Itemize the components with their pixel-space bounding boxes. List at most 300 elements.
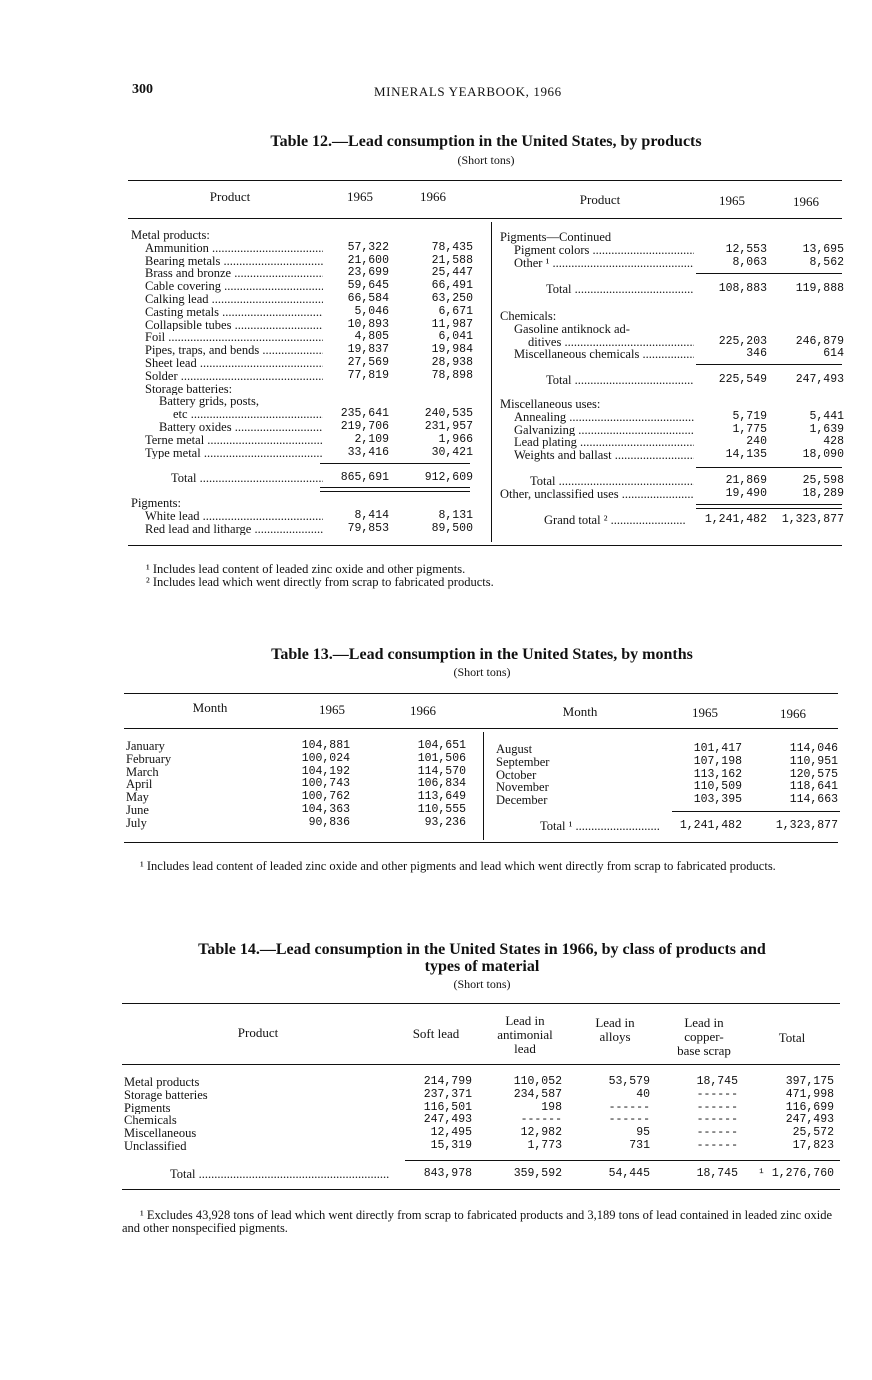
row-value-v66: 30,421 <box>431 445 473 459</box>
row-label <box>496 756 662 769</box>
row-value-anti: ------ <box>520 1113 562 1127</box>
row-value-anti: 1,773 <box>527 1138 562 1152</box>
row-value-v65: 103,395 <box>693 793 742 807</box>
row-value-v65: 10,893 <box>347 317 389 331</box>
row-label <box>170 1168 390 1181</box>
table12-row <box>131 447 476 460</box>
row-label-text: September <box>496 755 550 769</box>
row-label-text: Pigments: <box>131 497 182 510</box>
row-label-text: ditives ..... <box>528 336 694 349</box>
row-label <box>496 743 662 756</box>
row-label <box>124 1114 390 1127</box>
table13-row <box>126 817 476 830</box>
row-value-v65: 77,819 <box>347 368 389 382</box>
row-value-v66: 25,598 <box>802 474 844 487</box>
row-value-v66: 78,898 <box>431 368 473 382</box>
row-value-v66: 1,323,877 <box>781 513 844 526</box>
row-value-alloy: ------ <box>608 1113 650 1127</box>
row-label-text: Collapsible tubes ..... <box>145 319 323 332</box>
row-label <box>496 781 662 794</box>
table12-row <box>500 336 844 349</box>
row-label <box>530 475 694 488</box>
row-label-text: Other, unclassified uses ..... <box>500 488 694 501</box>
table12-top-rule <box>128 180 842 181</box>
table12-footnote-1: ¹ Includes lead content of leaded zinc oxide and other pigments. <box>146 562 466 576</box>
row-value-anti: 359,592 <box>513 1167 562 1180</box>
row-value-v66: 63,250 <box>431 291 473 305</box>
row-label-text: Miscellaneous uses: <box>500 398 601 411</box>
table14-subtitle: (Short tons) <box>453 977 511 991</box>
row-value-soft: 237,371 <box>423 1087 472 1101</box>
row-label <box>126 753 290 766</box>
row-value-total: 116,699 <box>785 1100 834 1114</box>
table14-head-copper-l3: base scrap <box>677 1043 731 1058</box>
row-label-text: Pigment colors ..... <box>514 244 694 257</box>
row-value-v65: 225,549 <box>718 373 767 386</box>
row-label <box>514 348 694 361</box>
row-value-alloy: 54,445 <box>608 1167 650 1180</box>
row-label-text: Battery oxides ..... <box>159 421 323 434</box>
row-value-v66: 246,879 <box>795 334 844 348</box>
row-value-v66: 1,323,877 <box>775 819 838 832</box>
table12-total-row <box>500 374 844 387</box>
row-value-soft: 12,495 <box>430 1126 472 1140</box>
row-value-copper: ------ <box>696 1126 738 1140</box>
row-value-v65: 5,046 <box>354 304 389 318</box>
row-value-anti: 234,587 <box>513 1087 562 1101</box>
table12-left-total <box>131 472 476 485</box>
row-label-text: Terne metal ..... <box>145 434 323 447</box>
table12-head-1966-left: 1966 <box>420 189 446 204</box>
table12-grand-total <box>500 514 844 527</box>
row-label <box>173 408 323 421</box>
row-value-copper: ------ <box>696 1138 738 1152</box>
row-label <box>171 472 323 485</box>
row-value-v65: 79,853 <box>347 521 389 535</box>
table13-total-row <box>496 820 842 833</box>
row-label-text: Galvanizing ..... <box>514 424 694 437</box>
table12-right-total-pigments <box>500 283 844 296</box>
table12-bottom-rule <box>128 545 842 546</box>
table13-left-rows <box>126 740 476 830</box>
row-value-soft: 843,978 <box>423 1167 472 1180</box>
row-value-v66: 8,562 <box>809 255 844 269</box>
table14-total <box>124 1168 840 1181</box>
table12-left-total-rule <box>320 463 470 464</box>
table14-top-rule <box>122 1003 840 1004</box>
row-label <box>159 395 323 408</box>
row-label <box>145 510 323 523</box>
row-label <box>145 523 323 536</box>
table12-row <box>131 383 476 396</box>
row-label-text: October <box>496 768 537 782</box>
row-value-soft: 15,319 <box>430 1138 472 1152</box>
table13-footnote: ¹ Includes lead content of leaded zinc oxide and other pigments and lead which went directly from scrap to fabricated products. <box>140 859 776 873</box>
row-value-alloy: ------ <box>608 1100 650 1114</box>
table14-rows <box>124 1076 840 1153</box>
row-label <box>514 449 694 462</box>
row-label-text: June <box>126 803 149 817</box>
table14-head-copper-l1: Lead in <box>684 1015 724 1030</box>
row-value-v65: 27,569 <box>347 355 389 369</box>
row-value-v65: 107,198 <box>693 754 742 768</box>
table14-row <box>124 1089 840 1102</box>
table12-row <box>500 244 844 257</box>
table12-pigments-rows <box>131 497 476 535</box>
table12-right-total-misc <box>500 475 844 488</box>
row-label <box>126 740 290 753</box>
row-value-v66: 428 <box>823 435 844 449</box>
row-label-text: Total ..... <box>546 374 694 387</box>
table14-total-rule <box>405 1160 840 1161</box>
row-label <box>514 411 694 424</box>
row-value-v66: 1,639 <box>809 422 844 436</box>
table14-head-soft-lead: Soft lead <box>412 1026 460 1041</box>
row-value-v66: 21,588 <box>431 253 473 267</box>
table13-top-rule <box>124 693 838 694</box>
row-label <box>514 257 694 270</box>
row-label <box>145 255 323 268</box>
row-label-text: March <box>126 765 159 779</box>
row-label <box>126 817 290 830</box>
table12-other-row <box>500 488 844 501</box>
table13-row <box>126 740 476 753</box>
table12-row <box>131 523 476 536</box>
row-label-text: etc ..... <box>173 408 323 421</box>
row-value-alloy: 40 <box>636 1087 650 1101</box>
row-label-text: White lead ..... <box>145 510 323 523</box>
row-value-total: 247,493 <box>785 1113 834 1127</box>
row-label <box>124 1076 390 1089</box>
row-label-text: Unclassified <box>124 1139 187 1153</box>
row-label-text: Pigments <box>124 1101 171 1115</box>
table13-head-rule <box>124 728 838 729</box>
row-label <box>145 331 323 344</box>
table13-head-month-right: Month <box>562 704 598 719</box>
row-label <box>500 488 694 501</box>
row-value-v65: 235,641 <box>340 407 389 421</box>
row-value-v65: 104,192 <box>301 764 350 778</box>
table12-row <box>131 370 476 383</box>
table14-head-antimonial-l3: lead <box>514 1041 536 1056</box>
row-label-text: Red lead and litharge ..... <box>145 523 323 536</box>
table12-row <box>131 293 476 306</box>
row-label-text: Storage batteries <box>124 1088 208 1102</box>
table12-row <box>500 310 844 323</box>
row-label-text: Brass and bronze ..... <box>145 267 323 280</box>
row-label <box>145 383 323 396</box>
row-value-v65: 108,883 <box>718 282 767 295</box>
row-value-v65: 104,363 <box>301 802 350 816</box>
row-value-v66: 11,987 <box>431 317 473 331</box>
table14-head-total: Total <box>778 1030 806 1045</box>
row-label <box>124 1089 390 1102</box>
table12-row <box>500 398 844 411</box>
table12-subtitle: (Short tons) <box>457 153 515 167</box>
row-value-v65: 12,553 <box>725 242 767 256</box>
table13-subtitle: (Short tons) <box>453 665 511 679</box>
row-value-total: 25,572 <box>792 1126 834 1140</box>
row-value-total: ¹ 1,276,760 <box>758 1167 834 1180</box>
row-value-soft: 247,493 <box>423 1113 472 1127</box>
row-value-v66: 118,641 <box>789 780 838 794</box>
row-label <box>514 436 694 449</box>
row-value-v65: 23,699 <box>347 266 389 280</box>
row-label <box>546 374 694 387</box>
row-value-v66: 93,236 <box>424 815 466 829</box>
row-value-v65: 104,881 <box>301 739 350 752</box>
row-value-v65: 1,775 <box>732 422 767 436</box>
row-value-v65: 66,584 <box>347 291 389 305</box>
row-label <box>145 447 323 460</box>
table12-right-rule-1 <box>696 273 842 274</box>
row-label <box>124 1140 390 1153</box>
row-value-copper: ------ <box>696 1113 738 1127</box>
row-value-v66: 247,493 <box>795 373 844 386</box>
table12-row <box>500 231 844 244</box>
row-value-anti: 12,982 <box>520 1126 562 1140</box>
row-value-v66: 110,555 <box>417 802 466 816</box>
row-label-text: Total ..... <box>546 283 694 296</box>
row-label-text: Chemicals <box>124 1114 177 1128</box>
row-label-text: Other ¹ ..... <box>514 257 694 270</box>
row-value-v65: 8,063 <box>732 255 767 269</box>
table14-title-line1: Table 14.—Lead consumption in the United States in 1966, by class of products and <box>198 941 766 958</box>
row-value-v66: 106,834 <box>417 777 466 791</box>
row-label-text: Weights and ballast ..... <box>514 449 694 462</box>
table14-head-product: Product <box>237 1025 279 1040</box>
table12-row <box>500 449 844 462</box>
row-label <box>514 424 694 437</box>
row-label-text: February <box>126 752 172 766</box>
table13-row <box>496 743 842 756</box>
table12-right-rule-3 <box>696 467 842 468</box>
row-value-v66: 78,435 <box>431 240 473 254</box>
row-value-v65: 5,719 <box>732 409 767 423</box>
row-value-v65: 1,241,482 <box>704 513 767 526</box>
table13-title: Table 13.—Lead consumption in the United States, by months <box>271 646 693 663</box>
row-label <box>126 766 290 779</box>
row-label <box>126 778 290 791</box>
table12-left-rows <box>131 229 476 459</box>
row-label-text: Miscellaneous chemicals ..... <box>514 348 694 361</box>
row-label <box>145 280 323 293</box>
row-value-v66: 114,046 <box>789 742 838 755</box>
row-value-v65: 1,241,482 <box>679 819 742 832</box>
row-value-v66: 113,649 <box>417 790 466 804</box>
table13-row <box>496 756 842 769</box>
running-head: MINERALS YEARBOOK, 1966 <box>374 84 562 99</box>
table13-head-1966-right: 1966 <box>780 706 806 721</box>
table12-right-other <box>500 488 844 501</box>
row-label <box>514 323 694 336</box>
row-value-v65: 21,600 <box>347 253 389 267</box>
row-label <box>145 434 323 447</box>
table12-right-rule-2 <box>696 364 842 365</box>
row-label <box>159 421 323 434</box>
table12-head-1965-left: 1965 <box>347 189 373 204</box>
table12-title: Table 12.—Lead consumption in the United States, by products <box>270 133 702 150</box>
table12-row <box>131 306 476 319</box>
row-label-text: Metal products: <box>131 229 210 242</box>
table14-title-line2: types of material <box>424 958 540 975</box>
table12-row <box>500 323 844 336</box>
table12-row <box>131 319 476 332</box>
row-label <box>500 310 694 323</box>
row-value-v65: 2,109 <box>354 432 389 446</box>
table14-footnote: ¹ Excludes 43,928 tons of lead which went directly from scrap to fabricated products and 3,189 tons of lead contained in leaded zinc oxide and other nonspecified pigments. <box>122 1208 833 1235</box>
row-label <box>124 1127 390 1140</box>
row-label <box>540 820 660 833</box>
row-label <box>145 242 323 255</box>
row-label <box>528 336 694 349</box>
table12-right-pigments-rows <box>500 231 844 269</box>
row-label-text: Metal products <box>124 1076 200 1089</box>
table13-head-month-left: Month <box>192 700 228 715</box>
row-label <box>145 306 323 319</box>
row-label-text: Pipes, traps, and bends ..... <box>145 344 323 357</box>
table12-left-total-double-rule <box>320 487 470 492</box>
row-label-text: April <box>126 778 153 792</box>
row-value-v66: 120,575 <box>789 767 838 781</box>
row-label <box>145 293 323 306</box>
row-label-text: July <box>126 816 147 830</box>
row-value-v65: 865,691 <box>340 471 389 484</box>
row-label-text: Bearing metals ..... <box>145 255 323 268</box>
row-value-v66: 110,951 <box>789 754 838 768</box>
row-label-text: Grand total ² ..... <box>544 514 686 527</box>
row-label <box>126 804 290 817</box>
row-label <box>145 370 323 383</box>
row-value-alloy: 95 <box>636 1126 650 1140</box>
row-label <box>124 1102 390 1115</box>
row-label-text: Cable covering ..... <box>145 280 323 293</box>
row-label-text: Calking lead ..... <box>145 293 323 306</box>
table12-row <box>131 357 476 370</box>
row-value-total: 397,175 <box>785 1075 834 1088</box>
table13-right-rows <box>496 743 842 807</box>
table12-head-product-left: Product <box>209 189 251 204</box>
table14-bottom-rule <box>122 1189 840 1190</box>
table13-row <box>126 753 476 766</box>
table12-column-divider <box>491 222 492 542</box>
table14-head-alloys-l2: alloys <box>599 1029 631 1044</box>
table14-head-rule <box>122 1064 840 1065</box>
table12-row <box>131 497 476 510</box>
row-value-v66: 89,500 <box>431 521 473 535</box>
row-value-v66: 114,570 <box>417 764 466 778</box>
row-value-copper: 18,745 <box>696 1167 738 1180</box>
table12-row <box>131 434 476 447</box>
row-value-v65: 59,645 <box>347 279 389 293</box>
row-label <box>145 344 323 357</box>
row-value-v65: 100,743 <box>301 777 350 791</box>
row-value-v65: 346 <box>746 347 767 361</box>
row-value-v66: 13,695 <box>802 242 844 256</box>
row-label-text: August <box>496 743 533 756</box>
table12-grand-total-row <box>500 514 844 527</box>
row-value-v66: 18,090 <box>802 448 844 462</box>
row-label <box>514 244 694 257</box>
table12-row <box>131 510 476 523</box>
row-value-v66: 28,938 <box>431 355 473 369</box>
row-value-v66: 25,447 <box>431 266 473 280</box>
row-label <box>496 769 662 782</box>
row-label-text: November <box>496 781 549 795</box>
table12-total-row <box>500 283 844 296</box>
row-value-v66: 240,535 <box>424 407 473 421</box>
table12-row <box>131 242 476 255</box>
row-value-v66: 912,609 <box>424 471 473 484</box>
row-label-text: Total ..... <box>170 1168 390 1181</box>
row-label <box>496 794 662 807</box>
table12-right-double-rule <box>696 504 842 509</box>
table13-total <box>496 820 842 833</box>
row-value-v65: 101,417 <box>693 742 742 755</box>
row-value-v66: 1,966 <box>438 432 473 446</box>
row-label-text: Battery grids, posts, <box>159 395 259 409</box>
row-value-anti: 110,052 <box>513 1075 562 1088</box>
row-value-v65: 113,162 <box>693 767 742 781</box>
table12-total-row <box>131 472 476 485</box>
row-value-v65: 4,805 <box>354 330 389 344</box>
row-value-v66: 119,888 <box>795 282 844 295</box>
row-label-text: Total ..... <box>530 475 694 488</box>
row-value-anti: 198 <box>541 1100 562 1114</box>
row-label-text: Ammunition ..... <box>145 242 323 255</box>
table12-row <box>131 331 476 344</box>
row-value-copper: ------ <box>696 1087 738 1101</box>
row-value-v65: 110,509 <box>693 780 742 794</box>
table13-head-1966-left: 1966 <box>410 703 436 718</box>
table12-row <box>131 280 476 293</box>
row-value-v66: 6,671 <box>438 304 473 318</box>
row-label-text: Pigments—Continued <box>500 231 612 244</box>
row-label-text: Total ..... <box>171 472 323 485</box>
table14-total-row <box>124 1168 840 1181</box>
row-label <box>131 497 323 510</box>
row-label <box>131 229 323 242</box>
row-value-v66: 5,441 <box>809 409 844 423</box>
row-value-total: 471,998 <box>785 1087 834 1101</box>
table13-total-rule <box>672 811 840 812</box>
row-value-soft: 214,799 <box>423 1075 472 1088</box>
row-label <box>126 791 290 804</box>
row-value-v65: 14,135 <box>725 448 767 462</box>
row-label <box>546 283 694 296</box>
table13-column-divider <box>483 732 484 840</box>
row-value-v65: 19,490 <box>725 487 767 500</box>
row-label <box>145 267 323 280</box>
table12-row <box>500 411 844 424</box>
row-value-v65: 8,414 <box>354 508 389 522</box>
row-label-text: Sheet lead ..... <box>145 357 323 370</box>
table12-total-row <box>500 475 844 488</box>
row-value-copper: ------ <box>696 1100 738 1114</box>
table14-head-copper-l2: copper- <box>684 1029 724 1044</box>
table12-head-1966-right: 1966 <box>793 194 819 209</box>
row-label-text: Total ¹ ..... <box>540 820 660 833</box>
table14-head-antimonial-l2: antimonial <box>497 1027 553 1042</box>
row-value-v66: 19,984 <box>431 343 473 357</box>
row-label <box>500 231 694 244</box>
table12-right-misc-rows <box>500 398 844 462</box>
row-value-alloy: 53,579 <box>608 1075 650 1088</box>
table12-row <box>131 421 476 434</box>
row-label <box>145 357 323 370</box>
row-value-alloy: 731 <box>629 1138 650 1152</box>
row-value-v66: 614 <box>823 347 844 361</box>
